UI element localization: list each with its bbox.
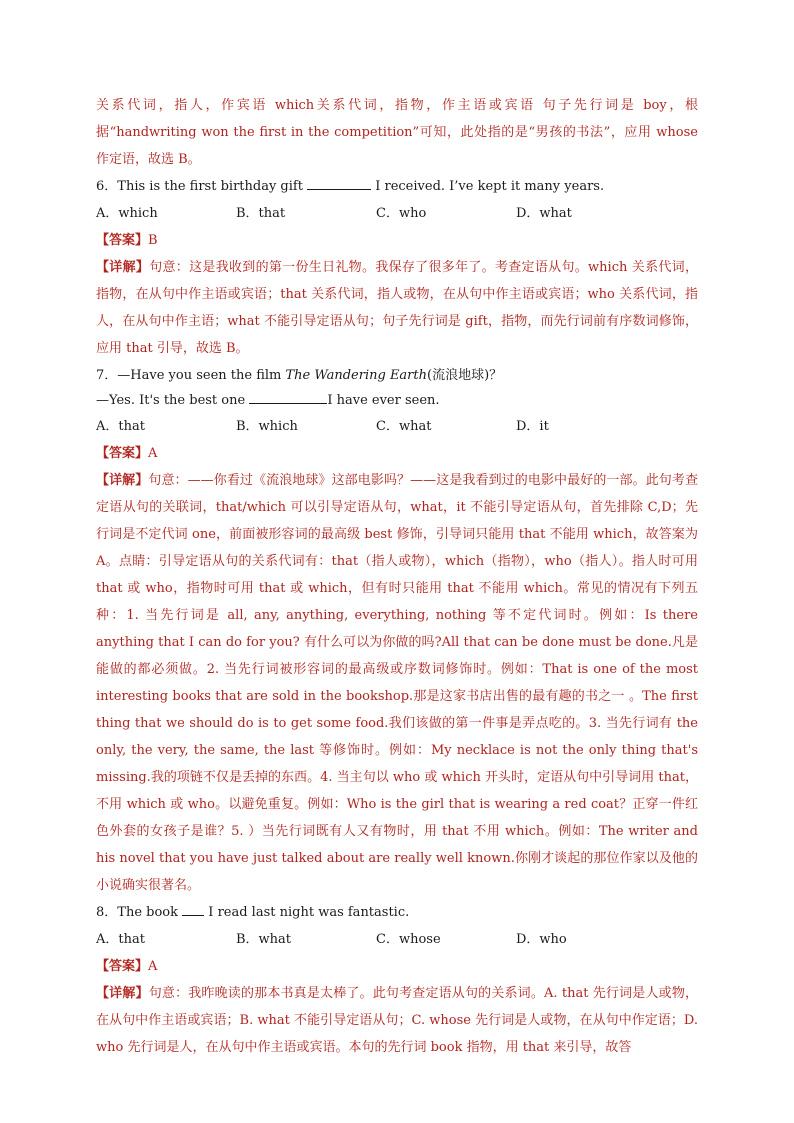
- option-c: C．whose: [376, 932, 441, 947]
- answer-value: A: [148, 959, 158, 974]
- answer-tag: 【答案】: [96, 959, 149, 974]
- document-content: [96, 92, 698, 1061]
- answer-value: B: [148, 233, 158, 248]
- detail-tag: 【详解】: [96, 986, 149, 1001]
- option-a: A．that: [96, 932, 145, 947]
- detail-tag: 【详解】: [96, 473, 149, 488]
- option-d: D．it: [516, 419, 549, 434]
- detail-text: 句意：这是我收到的第一份生日礼物。我保存了很多年了。考查定语从句。which 关系代词，指物，在从句中作主语或宾语；that 关系代词，指人或物，在从句中作主语或宾语；who 关系代词，指人，在从句中作主语；what 不能引导定语从句；句子先行词是 gift，指物，而先行词前有序数词修饰，应用 that 引导，故选 B。: [96, 260, 698, 356]
- answer-value: A: [148, 446, 158, 461]
- answer-blank: [307, 177, 371, 190]
- question-line1-before: —Have you seen the film: [117, 368, 282, 383]
- question-stem-before: This is the first birthday gift: [117, 179, 303, 194]
- question-number: 6．: [96, 179, 118, 194]
- option-c: C．who: [376, 206, 427, 221]
- detail-text: 句意：——你看过《流浪地球》这部电影吗？——这是我看到过的电影中最好的一部。此句考查定语从句的关联词，that/which 可以引导定语从句，what，it 不能引导定语从句，首先排除 C,D；先行词是不定代词 one，前面被形容词的最高级 best 修饰，引导词只能用 that 不能用 which，故答案为 A。点睛：引导定语从句的关系代词有：that（指人或物），which（指物），who（指人）。指人时可用 that 或 who，指物时可用 that 或 which，但有时只能用 that 不能用 which。常见的情况有下列五种：1. 当先行词是 all, any, anything, everything, nothing 等不定代词时。例如：Is there anything that I can do for you? 有什么可以为你做的吗?All that can be done must be done.凡是能做的都必须做。2. 当先行词被形容词的最高级或序数词修饰时。例如：That is one of the most interesting books that are sold in the bookshop.那是这家书店出售的最有趣的书之一 。The first thing that we should do is to get some food.我们该做的第一件事是弄点吃的。3. 当先行词有 the only, the very, the same, the last 等修饰时。例如：My necklace is not the only thing that's missing.我的项链不仅是丢掉的东西。4. 当主句以 who 或 which 开头时，定语从句中引导词用 that，不用 which 或 who。以避免重复。例如：Who is the girl that is wearing a red coat？正穿一件红色外套的女孩子是谁？5. ）当先行词既有人又有物时，用 that 不用 which。例如：The writer and his novel that you have just talked about are really well known.你刚才谈起的那位作家以及他的小说确实很著名。: [96, 473, 698, 893]
- film-title: The Wandering Earth: [285, 368, 427, 383]
- question-line2-after: I have ever seen.: [327, 393, 440, 408]
- question-6: [96, 173, 698, 200]
- question-7-answer: [96, 440, 698, 467]
- question-6-options: [96, 200, 698, 227]
- question-7-line-2: [96, 389, 698, 413]
- question-8: [96, 899, 698, 926]
- detail-text: 句意：我昨晚读的那本书真是太棒了。此句考查定语从句的关系词。A. that 先行词是人或物，在从句中作主语或宾语；B. what 不能引导定语从句；C. whose 先行词是人或物，在从句中作定语；D. who 先行词是人，在从句中作主语或宾语。本句的先行词 book 指物，用 that 来引导，故答: [96, 986, 698, 1055]
- question-line2-before: —Yes. It's the best one: [96, 393, 246, 408]
- answer-blank: [249, 391, 327, 404]
- question-8-options: [96, 926, 698, 953]
- question-line1-after: (流浪地球)？: [427, 368, 503, 383]
- option-b: B．that: [236, 206, 286, 221]
- option-d: D．who: [516, 932, 567, 947]
- option-a: A．that: [96, 419, 145, 434]
- question-8-detail: [96, 980, 698, 1061]
- question-7-detail: [96, 467, 698, 899]
- question-6-answer: [96, 227, 698, 254]
- option-b: B．what: [236, 932, 292, 947]
- question-8-answer: [96, 953, 698, 980]
- question-number: 7．: [96, 368, 118, 383]
- option-c: C．what: [376, 419, 432, 434]
- option-b: B．which: [236, 419, 298, 434]
- previous-detail-text: 关系代词，指人，作宾语 which关系代词，指物，作主语或宾语 句子先行词是 boy，根据“handwriting won the first in the competition”可知，此处指的是“男孩的书法”，应用 whose 作定语，故选 B。: [96, 98, 698, 167]
- option-a: A．which: [96, 206, 158, 221]
- question-stem-after: I read last night was fantastic.: [208, 905, 410, 920]
- question-7-options: [96, 413, 698, 440]
- answer-blank: [182, 903, 204, 916]
- question-7-line-1: [96, 362, 698, 389]
- detail-tag: 【详解】: [96, 260, 150, 275]
- question-6-detail: [96, 254, 698, 362]
- question-stem-before: The book: [117, 905, 179, 920]
- question-stem-after: I received. I’ve kept it many years.: [375, 179, 605, 194]
- option-d: D．what: [516, 206, 572, 221]
- answer-tag: 【答案】: [96, 233, 149, 248]
- answer-tag: 【答案】: [96, 446, 149, 461]
- question-number: 8．: [96, 905, 118, 920]
